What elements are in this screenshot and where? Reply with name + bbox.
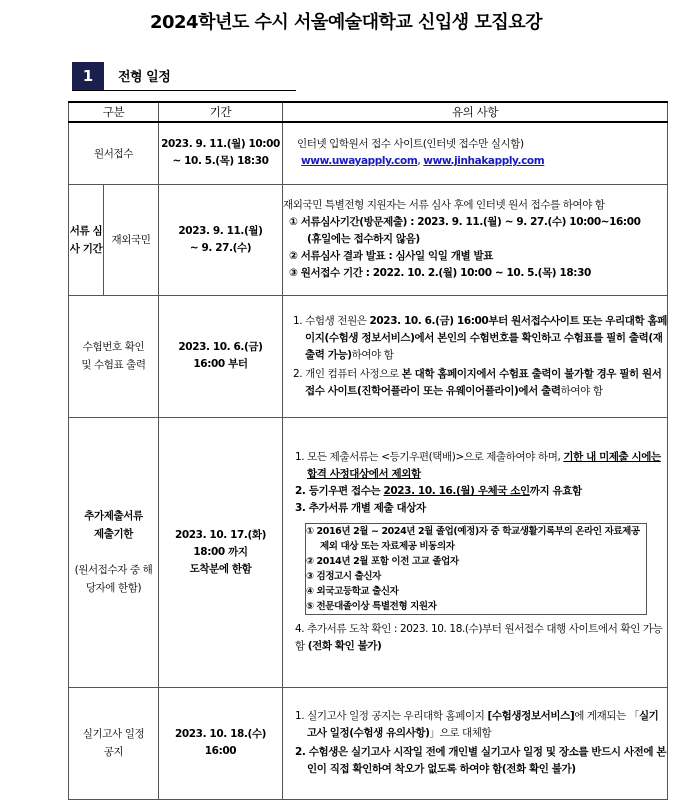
row-period	[159, 295, 283, 417]
target-list	[306, 524, 647, 615]
note-text: 까지 유효함	[529, 485, 582, 497]
page-title: 2024학년도 수시 서울예술대학교 신입생 모집요강	[149, 12, 543, 33]
note-text: 인터넷 입학원서 접수 사이트(인터넷 접수만 실시함)	[297, 138, 524, 151]
note-text: 4. 추가서류 도착 확인 : 2023. 10. 18.(수)부터 원서접수 대행 사이트에서 확인 가능함	[295, 623, 663, 652]
note-text: 」으로 대체함	[429, 727, 492, 739]
note-text: 1. 수험생 전원은	[293, 314, 370, 327]
note-emphasis: 2023. 10. 6.(금) 16:00부터 원서접수사이트 또는 우리대학 홈페이지(수험생 정보서비스)에서 본인의 수험번호를 확인하고 수험표를 필히 출력(재출력 가능)	[305, 314, 667, 361]
note-emphasis: 실기고사 일정(수험생 유의사항)	[307, 710, 659, 739]
period-line: 16:00	[204, 745, 237, 757]
row-period	[159, 122, 283, 184]
row-category: 원서접수	[69, 122, 159, 184]
note-emphasis: [수험생정보서비스]	[487, 710, 575, 722]
note-item	[295, 621, 667, 655]
note-text: 1. 실기고사 일정 공지는 우리대학 홈페이지	[295, 710, 488, 722]
list-item: ④ 외국고등학교 출신자	[306, 586, 399, 597]
row-category: 수험번호 확인 및 수험표 출력	[69, 295, 159, 417]
period-line: 2023. 10. 6.(금)	[178, 341, 263, 353]
row-notes	[283, 184, 668, 295]
note-item: 3. 추가서류 개별 제출 대상자	[295, 502, 426, 514]
period-line: 16:00 부터	[193, 358, 248, 370]
uwayapply-link[interactable]: www.uwayapply.com	[301, 155, 418, 168]
note-item	[293, 313, 667, 364]
category-main: 추가제출서류 제출기한	[84, 510, 143, 540]
note-intro: 재외국민 특별전형 지원자는 서류 심사 후에 인터넷 원서 접수를 하여야 함	[283, 199, 605, 211]
row-notes	[283, 295, 668, 417]
row-category: 실기고사 일정 공지	[69, 687, 159, 799]
jinhakapply-link[interactable]: www.jinhakapply.com	[423, 155, 545, 168]
note-text: 2. 개인 컴퓨터 사정으로	[293, 367, 402, 380]
period-line: ~ 10. 5.(목) 18:30	[172, 155, 269, 168]
list-item: ⑤ 전문대졸이상 특별전형 지원자	[306, 601, 437, 612]
row-notes	[283, 417, 668, 687]
section-number-badge: 1	[72, 62, 104, 90]
row-notes: 인터넷 입학원서 접수 사이트(인터넷 접수만 실시함) www.uwayapply.com, www.jinhakapply.com	[283, 122, 668, 184]
note-text: 에 게재되는 「	[574, 710, 639, 722]
list-item: ③ 검정고시 출신자	[306, 571, 381, 582]
note-item: ③ 원서접수 기간 : 2022. 10. 2.(월) 10:00 ~ 10. 5.(목) 18:30	[289, 267, 591, 279]
period-line: ~ 9. 27.(수)	[189, 241, 252, 254]
note-item	[295, 449, 667, 483]
table-row	[69, 687, 668, 799]
row-period	[159, 184, 283, 295]
period-line: 2023. 10. 18.(수)	[174, 728, 267, 740]
note-item: 2. 수험생은 실기고사 시작일 전에 개인별 실기고사 일정 및 장소를 반드시 사전에 본인이 직접 확인하여 착오가 없도록 하여야 함(전화 확인 불가)	[295, 746, 667, 775]
note-text: 1. 모든 제출서류는 <등기우편(택배)>으로 제출하여야 하며,	[295, 451, 564, 463]
table-row	[69, 122, 668, 184]
period-line: 2023. 9. 11.(월)	[178, 224, 263, 237]
period-line: 2023. 9. 11.(월) 10:00	[161, 138, 280, 151]
note-item: ② 서류심사 결과 발표 : 심사일 익일 개별 발표	[289, 250, 493, 262]
period-line: 2023. 10. 17.(화)	[174, 528, 267, 541]
category-sub: 재외국민	[111, 234, 151, 246]
note-item	[295, 483, 667, 500]
note-item	[295, 708, 667, 742]
header-period: 기간	[159, 102, 283, 122]
category-note: (원서접수자 중 해당자에 한함)	[74, 564, 153, 594]
note-emphasis: 기한 내 미제출 시에는 합격 사정대상에서 제외함	[307, 451, 661, 480]
note-emphasis: 2023. 10. 16.(월) 우체국 소인	[383, 485, 530, 497]
note-emphasis: 본 대학 홈페이지에서 수험표 출력이 불가할 경우 필히 원서접수 사이트(진학어플라이 또는 유웨이어플라이)에서 출력	[305, 367, 662, 397]
row-notes	[283, 687, 668, 799]
note-item	[293, 366, 667, 400]
period-line: 도착분에 한함	[189, 562, 252, 575]
category-main: 서류 심사 기간	[69, 185, 104, 295]
section-underline	[72, 90, 296, 91]
table-row	[69, 295, 668, 417]
table-row	[69, 417, 668, 687]
list-item: ② 2014년 2월 포함 이전 고교 졸업자	[306, 556, 459, 567]
period-line: 18:00 까지	[193, 545, 248, 558]
note-text: 2. 등기우편 접수는	[295, 485, 384, 497]
target-list-box	[305, 523, 647, 615]
row-category	[69, 417, 159, 687]
note-item: (휴일에는 접수하지 않음)	[307, 233, 420, 245]
section-title: 전형 일정	[118, 70, 171, 85]
header-notes: 유의 사항	[283, 102, 668, 122]
row-period	[159, 417, 283, 687]
schedule-table	[68, 101, 668, 800]
list-item: ① 2016년 2월 ~ 2024년 2월 졸업(예정)자 중 학교생활기록부의 온라인 자료제공 제외 대상 또는 자료제공 비동의자	[306, 526, 640, 552]
note-item: ① 서류심사기간(방문제출) : 2023. 9. 11.(월) ~ 9. 27.(수) 10:00~16:00	[289, 216, 641, 228]
row-period	[159, 687, 283, 799]
note-text: 하여야 함	[560, 384, 603, 397]
note-emphasis: (전화 확인 불가)	[307, 640, 382, 652]
table-header-row	[69, 102, 668, 122]
row-category	[69, 184, 159, 295]
table-row	[69, 184, 668, 295]
header-category: 구분	[69, 102, 159, 122]
note-text: 하여야 함	[351, 348, 394, 361]
